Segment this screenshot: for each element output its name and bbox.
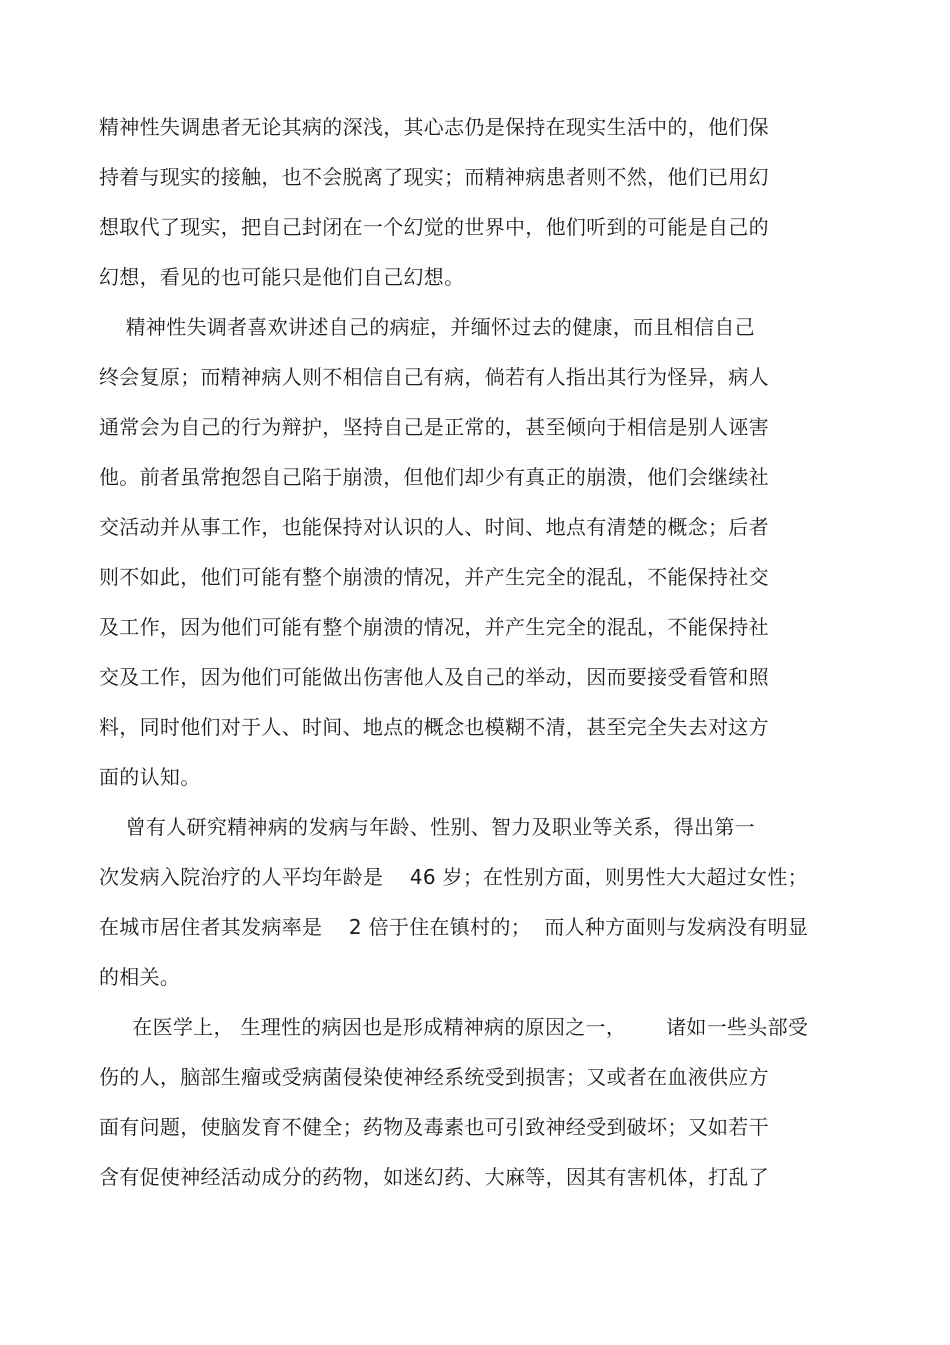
text-line: 终会复原；而精神病人则不相信自己有病，倘若有人指出其行为怪异，病人 [99, 365, 769, 389]
text-line: 曾有人研究精神病的发病与年龄、性别、智力及职业等关系，得出第一 [99, 815, 755, 839]
text-line: 则不如此，他们可能有整个崩溃的情况，并产生完全的混乱，不能保持社交 [99, 565, 769, 589]
text-line: 面的认知。 [99, 765, 201, 789]
text-line: 及工作，因为他们可能有整个崩溃的情况，并产生完全的混乱，不能保持社 [99, 615, 769, 639]
text-line: 精神性失调患者无论其病的深浅，其心志仍是保持在现实生活中的，他们保 [99, 115, 769, 139]
text-line: 的相关。 [99, 965, 181, 989]
text-line: 他。前者虽常抱怨自己陷于崩溃，但他们却少有真正的崩溃，他们会继续社 [99, 465, 769, 489]
text-line: 幻想，看见的也可能只是他们自己幻想。 [99, 265, 465, 289]
text-line: 在医学上， 生理性的病因也是形成精神病的原因之一， 诸如一些头部受 [99, 1015, 809, 1039]
text-line: 精神性失调者喜欢讲述自己的病症，并缅怀过去的健康，而且相信自己 [99, 315, 755, 339]
text-line: 含有促使神经活动成分的药物，如迷幻药、大麻等，因其有害机体，打乱了 [99, 1165, 769, 1189]
text-line: 交及工作，因为他们可能做出伤害他人及自己的举动，因而要接受看管和照 [99, 665, 769, 689]
text-line: 想取代了现实，把自己封闭在一个幻觉的世界中，他们听到的可能是自己的 [99, 215, 769, 239]
text-line: 通常会为自己的行为辩护，坚持自己是正常的，甚至倾向于相信是别人诬害 [99, 415, 769, 439]
text-line: 伤的人，脑部生瘤或受病菌侵染使神经系统受到损害；又或者在血液供应方 [99, 1065, 769, 1089]
text-line: 交活动并从事工作，也能保持对认识的人、时间、地点有清楚的概念；后者 [99, 515, 769, 539]
text-line: 面有问题，使脑发育不健全；药物及毒素也可引致神经受到破坏；又如若干 [99, 1115, 769, 1139]
text-line: 次发病入院治疗的人平均年龄是 46 岁；在性别方面，则男性大大超过女性； [99, 865, 808, 889]
text-line: 在城市居住者其发病率是 2 倍于住在镇村的； 而人种方面则与发病没有明显 [99, 915, 809, 939]
text-line: 料，同时他们对于人、时间、地点的概念也模糊不清，甚至完全失去对这方 [99, 715, 769, 739]
text-line: 持着与现实的接触，也不会脱离了现实；而精神病患者则不然，他们已用幻 [99, 165, 769, 189]
